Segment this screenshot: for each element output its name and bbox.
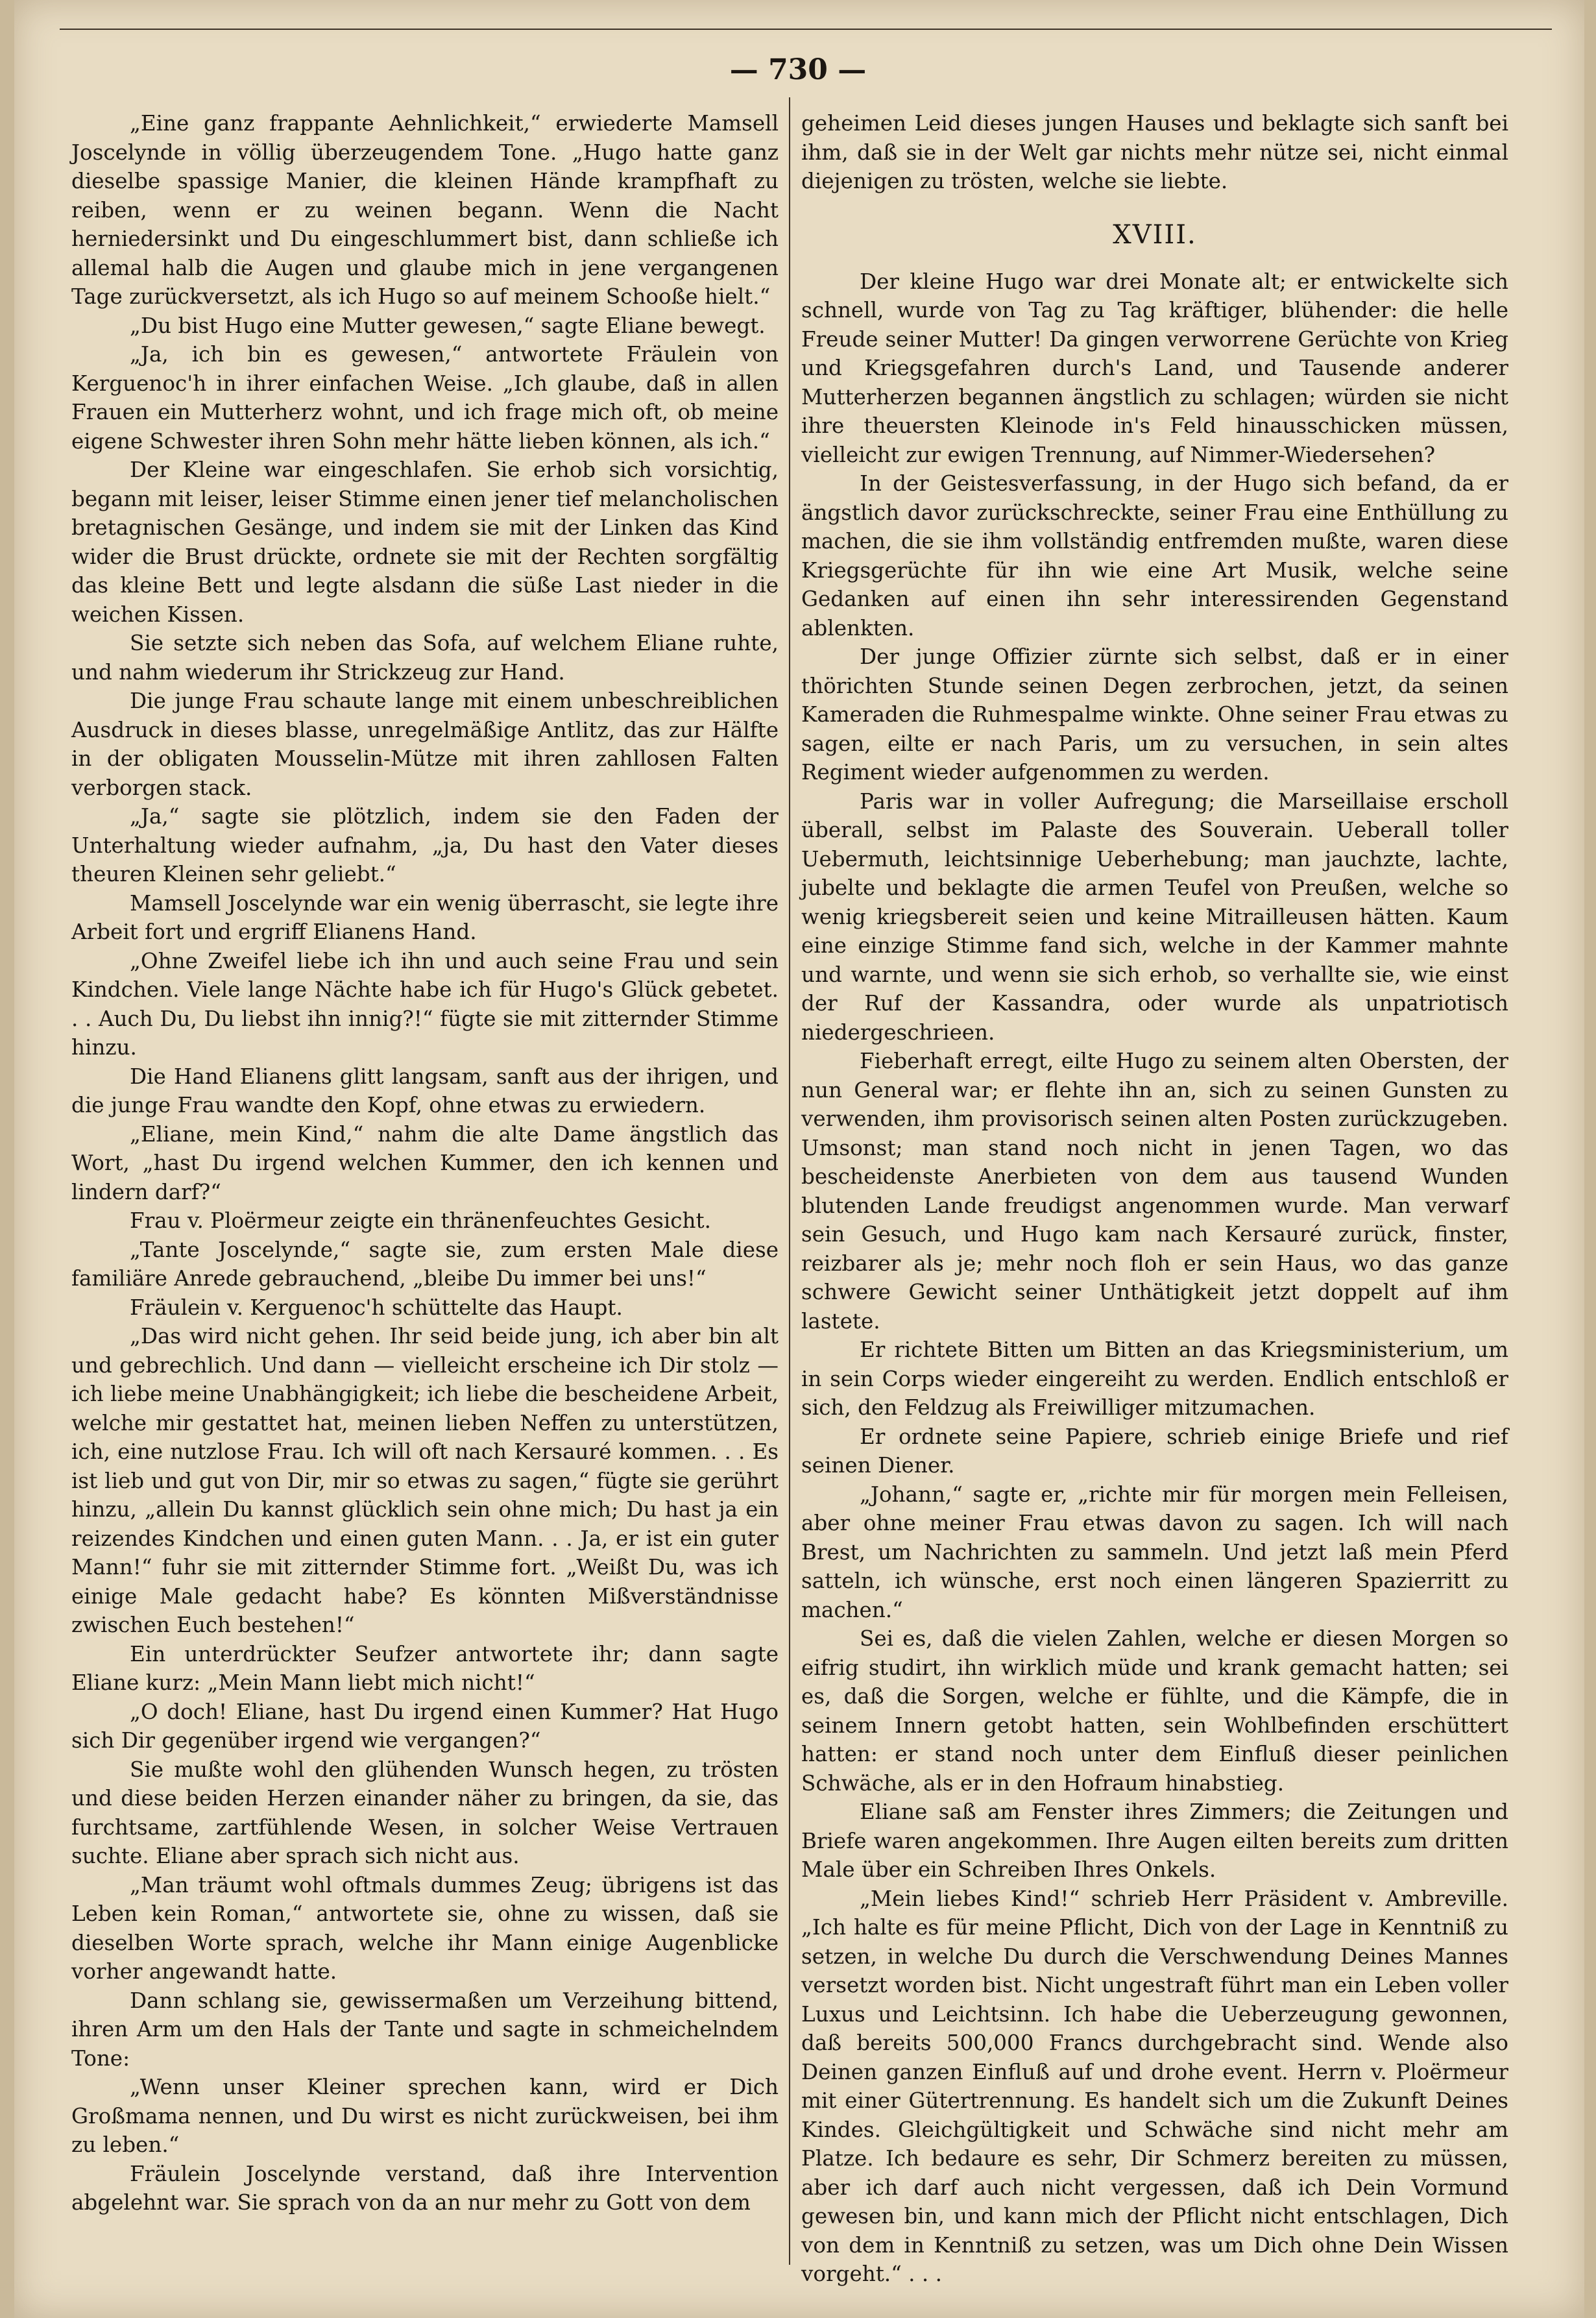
paragraph: Sei es, daß die vielen Zahlen, welche er diesen Morgen so eifrig studirt, ihn wirklich müde und krank gemacht hatten; sei es, daß die Sorgen, welche er fühlte, und die Kämpfe, die in seinem Innern getobt hatten, sein Wohlbefinden erschüttert hatten: er stand noch unter dem Einfluß dieser peinlichen Schwäche, als er in den Hofraum hinabstieg. — [801, 1626, 1508, 1796]
paragraph: „Tante Joscelynde,“ sagte sie, zum ersten Male diese familiäre Anrede gebrauchend, „bleibe Du immer bei uns!“ — [71, 1237, 779, 1291]
paragraph: Frau v. Ploërmeur zeigte ein thränenfeuchtes Gesicht. — [130, 1208, 711, 1233]
paragraph: Mamsell Joscelynde war ein wenig überrascht, sie legte ihre Arbeit fort und ergriff Elianens Hand. — [71, 890, 779, 944]
paragraph: Sie setzte sich neben das Sofa, auf welchem Eliane ruhte, und nahm wiederum ihr Strickzeug zur Hand. — [71, 631, 779, 685]
paragraph: Eliane saß am Fenster ihres Zimmers; die Zeitungen und Briefe waren angekommen. Ihre Augen eilten bereits zum dritten Male über ein Schreiben Ihres Onkels. — [801, 1800, 1508, 1882]
paragraph: „Du bist Hugo eine Mutter gewesen,“ sagte Eliane bewegt. — [130, 313, 766, 338]
left-column — [71, 109, 779, 2263]
paragraph: „Ohne Zweifel liebe ich ihn und auch seine Frau und sein Kindchen. Viele lange Nächte habe ich für Hugo's Glück gebetet. . . Auch Du, Du liebst ihn innig?!“ fügte sie mit zitternder Stimme hinzu. — [71, 948, 779, 1060]
paragraph: „Johann,“ sagte er, „richte mir für morgen mein Felleisen, aber ohne meiner Frau etwas davon zu sagen. Ich will nach Brest, um Nachrichten zu sammeln. Und jetzt laß mein Pferd satteln, ich wünsche, erst noch einen längeren Spazierritt zu machen.“ — [801, 1482, 1508, 1622]
paragraph: In der Geistesverfassung, in der Hugo sich befand, da er ängstlich davor zurückschreckte, seiner Frau eine Enthüllung zu machen, die sie ihm vollständig entfremden mußte, waren diese Kriegsgerüchte für ihn wie eine Art Musik, welche seine Gedanken auf einen ihn sehr interessirenden Gegenstand ablenkten. — [801, 471, 1508, 640]
paragraph: Er richtete Bitten um Bitten an das Kriegsministerium, um in sein Corps wieder eingereiht zu werden. Endlich entschloß er sich, den Feldzug als Freiwilliger mitzumachen. — [801, 1337, 1508, 1420]
paragraph: Sie mußte wohl den glühenden Wunsch hegen, zu trösten und diese beiden Herzen einander näher zu bringen, da sie, das furchtsame, zartfühlende Wesen, in solcher Weise Vertrauen suchte. Eliane aber sprach sich nicht aus. — [71, 1757, 779, 1868]
paragraph: Fräulein Joscelynde verstand, daß ihre Intervention abgelehnt war. Sie sprach von da an nur mehr zu Gott von dem — [71, 2161, 779, 2215]
right-column — [801, 109, 1508, 2286]
paragraph: Paris war in voller Aufregung; die Marseillaise erscholl überall, selbst im Palaste des Souverain. Ueberall toller Uebermuth, leichtsinnige Ueberhebung; man jauchzte, lachte, jubelte und beklagte die armen Teufel von Preußen, welche so wenig kriegsbereit seien und keine Mitrailleusen hätten. Kaum eine einzige Stimme fand sich, welche in der Kammer mahnte und warnte, und wenn sie sich erhob, so verhallte sie, wie einst der Ruf der Kassandra, oder wurde als unpatriotisch niedergeschrieen. — [801, 788, 1508, 1045]
column-divider — [789, 97, 790, 2265]
paragraph: Der Kleine war eingeschlafen. Sie erhob sich vorsichtig, begann mit leiser, leiser Stimme einen jener tief melancholischen bretagnischen Gesänge, und indem sie mit der Linken das Kind wider die Brust drückte, ordnete sie mit der Rechten sorgfältig das kleine Bett und legte alsdann die süße Last nieder in die weichen Kissen. — [71, 458, 779, 627]
paragraph: Ein unterdrückter Seufzer antwortete ihr; dann sagte Eliane kurz: „Mein Mann liebt mich nicht!“ — [71, 1641, 779, 1695]
paragraph: „Wenn unser Kleiner sprechen kann, wird er Dich Großmama nennen, und Du wirst es nicht zurückweisen, bei ihm zu leben.“ — [71, 2075, 779, 2157]
paragraph: Fräulein v. Kerguenoc'h schüttelte das Haupt. — [130, 1295, 623, 1320]
paragraph: „Eliane, mein Kind,“ nahm die alte Dame ängstlich das Wort, „hast Du irgend welchen Kummer, den ich kennen und lindern darf?“ — [71, 1121, 779, 1204]
paragraph: Die junge Frau schaute lange mit einem unbeschreiblichen Ausdruck in dieses blasse, unregelmäßige Antlitz, das zur Hälfte in der obligaten Mousselin-Mütze mit ihren zahllosen Falten verborgen stack. — [71, 689, 779, 800]
paragraph: „Eine ganz frappante Aehnlichkeit,“ erwiederte Mamsell Joscelynde in völlig überzeugendem Tone. „Hugo hatte ganz dieselbe spassige Manier, die kleinen Hände krampfhaft zu reiben, wenn er zu weinen begann. Wenn die Nacht herniedersinkt und Du eingeschlummert bist, dann schließe ich allemal halb die Augen und glaube mich in jene vergangenen Tage zurückversetzt, als ich Hugo so auf meinem Schooße hielt.“ — [71, 111, 779, 309]
paragraph-continued: geheimen Leid dieses jungen Hauses und beklagte sich sanft bei ihm, daß sie in der Welt gar nichts mehr nütze sei, nicht einmal diejenigen zu trösten, welche sie liebte. — [801, 111, 1508, 193]
paragraph: „Man träumt wohl oftmals dummes Zeug; übrigens ist das Leben kein Roman,“ antwortete sie, ohne zu wissen, daß sie dieselben Worte sprach, welche ihr Mann einige Augenblicke vorher angewandt hatte. — [71, 1872, 779, 1984]
paragraph: Dann schlang sie, gewissermaßen um Verzeihung bittend, ihren Arm um den Hals der Tante und sagte in schmeichelndem Tone: — [71, 1988, 779, 2071]
paragraph: Der junge Offizier zürnte sich selbst, daß er in einer thörichten Stunde seinen Degen zerbrochen, jetzt, da seinen Kameraden die Ruhmespalme winkte. Ohne seiner Frau etwas zu sagen, eilte er nach Paris, um zu versuchen, in sein altes Regiment wieder aufgenommen zu werden. — [801, 644, 1508, 785]
paragraph: Die Hand Elianens glitt langsam, sanft aus der ihrigen, und die junge Frau wandte den Kopf, ohne etwas zu erwiedern. — [71, 1064, 779, 1117]
chapter-heading: XVIII. — [1113, 219, 1197, 250]
paragraph: Fieberhaft erregt, eilte Hugo zu seinem alten Obersten, der nun General war; er flehte ihn an, sich zu seinen Gunsten zu verwenden, ihm provisorisch seinen alten Posten zurückzugeben. Umsonst; man stand noch nicht in jenen Tagen, wo das bescheidenste Anerbieten von dem aus tausend Wunden blutenden Lande freudigst angenommen wurde. Man verwarf sein Gesuch, und Hugo kam nach Kersauré zurück, finster, reizbarer als je; mehr noch floh er sein Haus, wo das ganze schwere Gewicht seiner Unthätigkeit jetzt doppelt auf ihm lastete. — [801, 1049, 1508, 1334]
paragraph: „Mein liebes Kind!“ schrieb Herr Präsident v. Ambreville. „Ich halte es für meine Pflicht, Dich von der Lage in Kenntniß zu setzen, in welche Du durch die Verschwendung Deines Mannes versetzt worden bist. Nicht ungestraft führt man ein Leben voller Luxus und Leichtsinn. Ich habe die Ueberzeugung gewonnen, daß bereits 500,000 Francs durchgebracht sind. Wende also Deinen ganzen Einfluß auf und drohe event. Herrn v. Ploërmeur mit einer Gütertrennung. Es handelt sich um die Zukunft Deines Kindes. Gleichgültigkeit und Schwäche sind nicht mehr am Platze. Ich bedaure es sehr, Dir Schmerz bereiten zu müssen, aber ich darf auch nicht vergessen, daß ich Dein Vormund gewesen bin, und kann mich der Pflicht nicht entschlagen, Dich von dem in Kenntniß zu setzen, was um Dich ohne Dein Wissen vorgeht.“ . . . — [801, 1886, 1508, 2286]
paragraph: „Das wird nicht gehen. Ihr seid beide jung, ich aber bin alt und gebrechlich. Und dann — vielleicht erscheine ich Dir stolz — ich liebe meine Unabhängigkeit; ich liebe die bescheidene Arbeit, welche mir gestattet hat, meinen lieben Neffen zu unterstützen, ich, eine nutzlose Frau. Ich will oft nach Kersauré kommen. . . Es ist lieb und gut von Dir, mir so etwas zu sagen,“ fügte sie gerührt hinzu, „allein Du kannst glücklich sein ohne mich; Du hast ja ein reizendes Kindchen und einen guten Mann. . . Ja, er ist ein guter Mann!“ fuhr sie mit zitternder Stimme fort. „Weißt Du, was ich einige Male gedacht habe? Es könnten Mißverständnisse zwischen Euch bestehen!“ — [71, 1324, 779, 1637]
paragraph: „O doch! Eliane, hast Du irgend einen Kummer? Hat Hugo sich Dir gegenüber irgend wie vergangen?“ — [71, 1699, 779, 1753]
paragraph: „Ja,“ sagte sie plötzlich, indem sie den Faden der Unterhaltung wieder aufnahm, „ja, Du hast den Vater dieses theuren Kleinen sehr geliebt.“ — [71, 804, 779, 886]
paragraph: Der kleine Hugo war drei Monate alt; er entwickelte sich schnell, wurde von Tag zu Tag kräftiger, blühender: die helle Freude seiner Mutter! Da gingen verworrene Gerüchte von Krieg und Kriegsgefahren durch's Land, und Tausende anderer Mutterherzen begannen ängstlich zu schlagen; würden sie nicht ihre theuersten Kleinode in's Feld hinausschicken müssen, vielleicht zur ewigen Trennung, auf Nimmer-Wiedersehen? — [801, 269, 1508, 467]
paragraph: Er ordnete seine Papiere, schrieb einige Briefe und rief seinen Diener. — [801, 1424, 1508, 1478]
page-number: — 730 — — [729, 53, 867, 86]
paragraph: „Ja, ich bin es gewesen,“ antwortete Fräulein von Kerguenoc'h in ihrer einfachen Weise. „Ich glaube, daß in allen Frauen ein Mutterherz wohnt, und ich frage mich oft, ob meine eigene Schwester ihren Sohn mehr hätte lieben können, als ich.“ — [71, 342, 779, 454]
